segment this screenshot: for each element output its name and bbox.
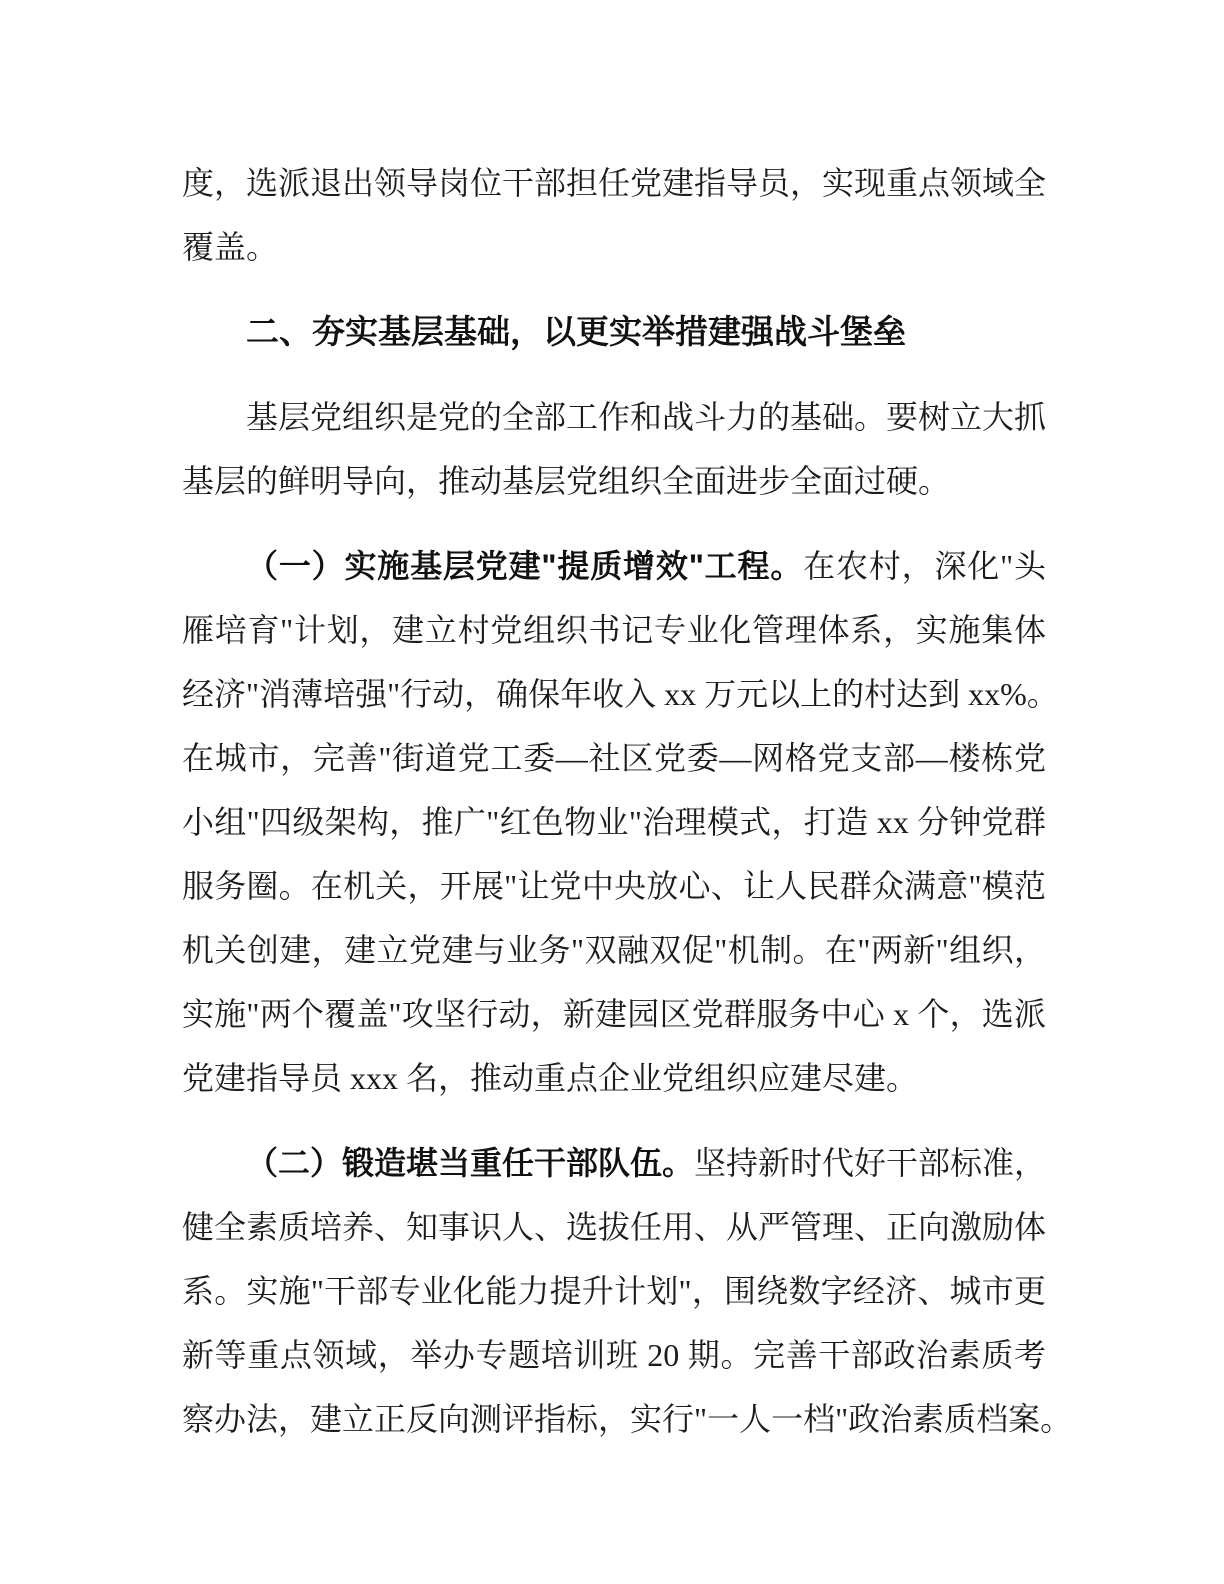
text-line xyxy=(182,151,1046,215)
document-content xyxy=(182,151,1073,1451)
line-text: 在城市，完善"街道党工委—社区党委—网格党支部—楼栋党 xyxy=(182,740,1046,776)
text-line xyxy=(182,534,1046,598)
text-line xyxy=(182,1131,1046,1195)
line-text: 经济"消薄培强"行动，确保年收入 xx 万元以上的村达到 xx%。 xyxy=(182,676,1059,712)
text-line xyxy=(182,854,1046,918)
paragraph xyxy=(182,1131,1073,1451)
text-line xyxy=(182,598,1046,662)
text-line xyxy=(182,1323,1046,1387)
paragraph-lead-bold: （二）锻造堪当重任干部队伍。 xyxy=(246,1145,695,1181)
text-line xyxy=(182,300,1046,364)
text-line xyxy=(182,918,1046,982)
text-line xyxy=(182,1387,1073,1451)
line-text: 小组"四级架构，推广"红色物业"治理模式，打造 xx 分钟党群 xyxy=(182,804,1046,840)
text-line xyxy=(182,1195,1046,1259)
line-text: 实施"两个覆盖"攻坚行动，新建园区党群服务中心 x 个，选派 xyxy=(182,996,1046,1032)
text-line xyxy=(182,1046,1046,1110)
line-text: 机关创建，建立党建与业务"双融双促"机制。在"两新"组织， xyxy=(182,932,1046,968)
text-line xyxy=(182,449,1046,513)
line-text: 党建指导员 xxx 名，推动重点企业党组织应建尽建。 xyxy=(182,1060,919,1096)
text-line xyxy=(182,726,1046,790)
line-text: 服务圈。在机关，开展"让党中央放心、让人民群众满意"模范 xyxy=(182,868,1046,904)
paragraph xyxy=(182,385,1046,513)
section-heading xyxy=(182,300,1046,364)
text-line xyxy=(182,215,1046,279)
paragraph xyxy=(182,151,1046,279)
line-text: 察办法，建立正反向测评指标，实行"一人一档"政治素质档案。 xyxy=(182,1401,1073,1437)
line-text: 覆盖。 xyxy=(182,229,279,265)
line-text: 新等重点领域，举办专题培训班 20 期。完善干部政治素质考 xyxy=(182,1337,1046,1373)
line-text: 健全素质培养、知事识人、选拔任用、从严管理、正向激励体 xyxy=(182,1209,1047,1245)
text-line xyxy=(182,1259,1046,1323)
paragraph xyxy=(182,534,1059,1110)
line-text: 二、夯实基层基础，以更实举措建强战斗堡垒 xyxy=(246,313,906,350)
line-text: 度，选派退出领导岗位干部担任党建指导员，实现重点领域全 xyxy=(182,165,1047,201)
text-line xyxy=(182,982,1046,1046)
text-line xyxy=(182,385,1046,449)
paragraph-lead-bold: （一）实施基层党建"提质增效"工程。 xyxy=(246,548,804,584)
text-line xyxy=(182,790,1046,854)
line-text: 系。实施"干部专业化能力提升计划"，围绕数字经济、城市更 xyxy=(182,1273,1046,1309)
line-text: 基层的鲜明导向，推动基层党组织全面进步全面过硬。 xyxy=(182,463,951,499)
line-text: 在农村，深化"头 xyxy=(803,548,1046,584)
text-line xyxy=(182,662,1059,726)
line-text: 基层党组织是党的全部工作和战斗力的基础。要树立大抓 xyxy=(246,399,1047,435)
line-text: 雁培育"计划，建立村党组织书记专业化管理体系，实施集体 xyxy=(182,612,1046,648)
line-text: 坚持新时代好干部标准， xyxy=(694,1145,1047,1181)
